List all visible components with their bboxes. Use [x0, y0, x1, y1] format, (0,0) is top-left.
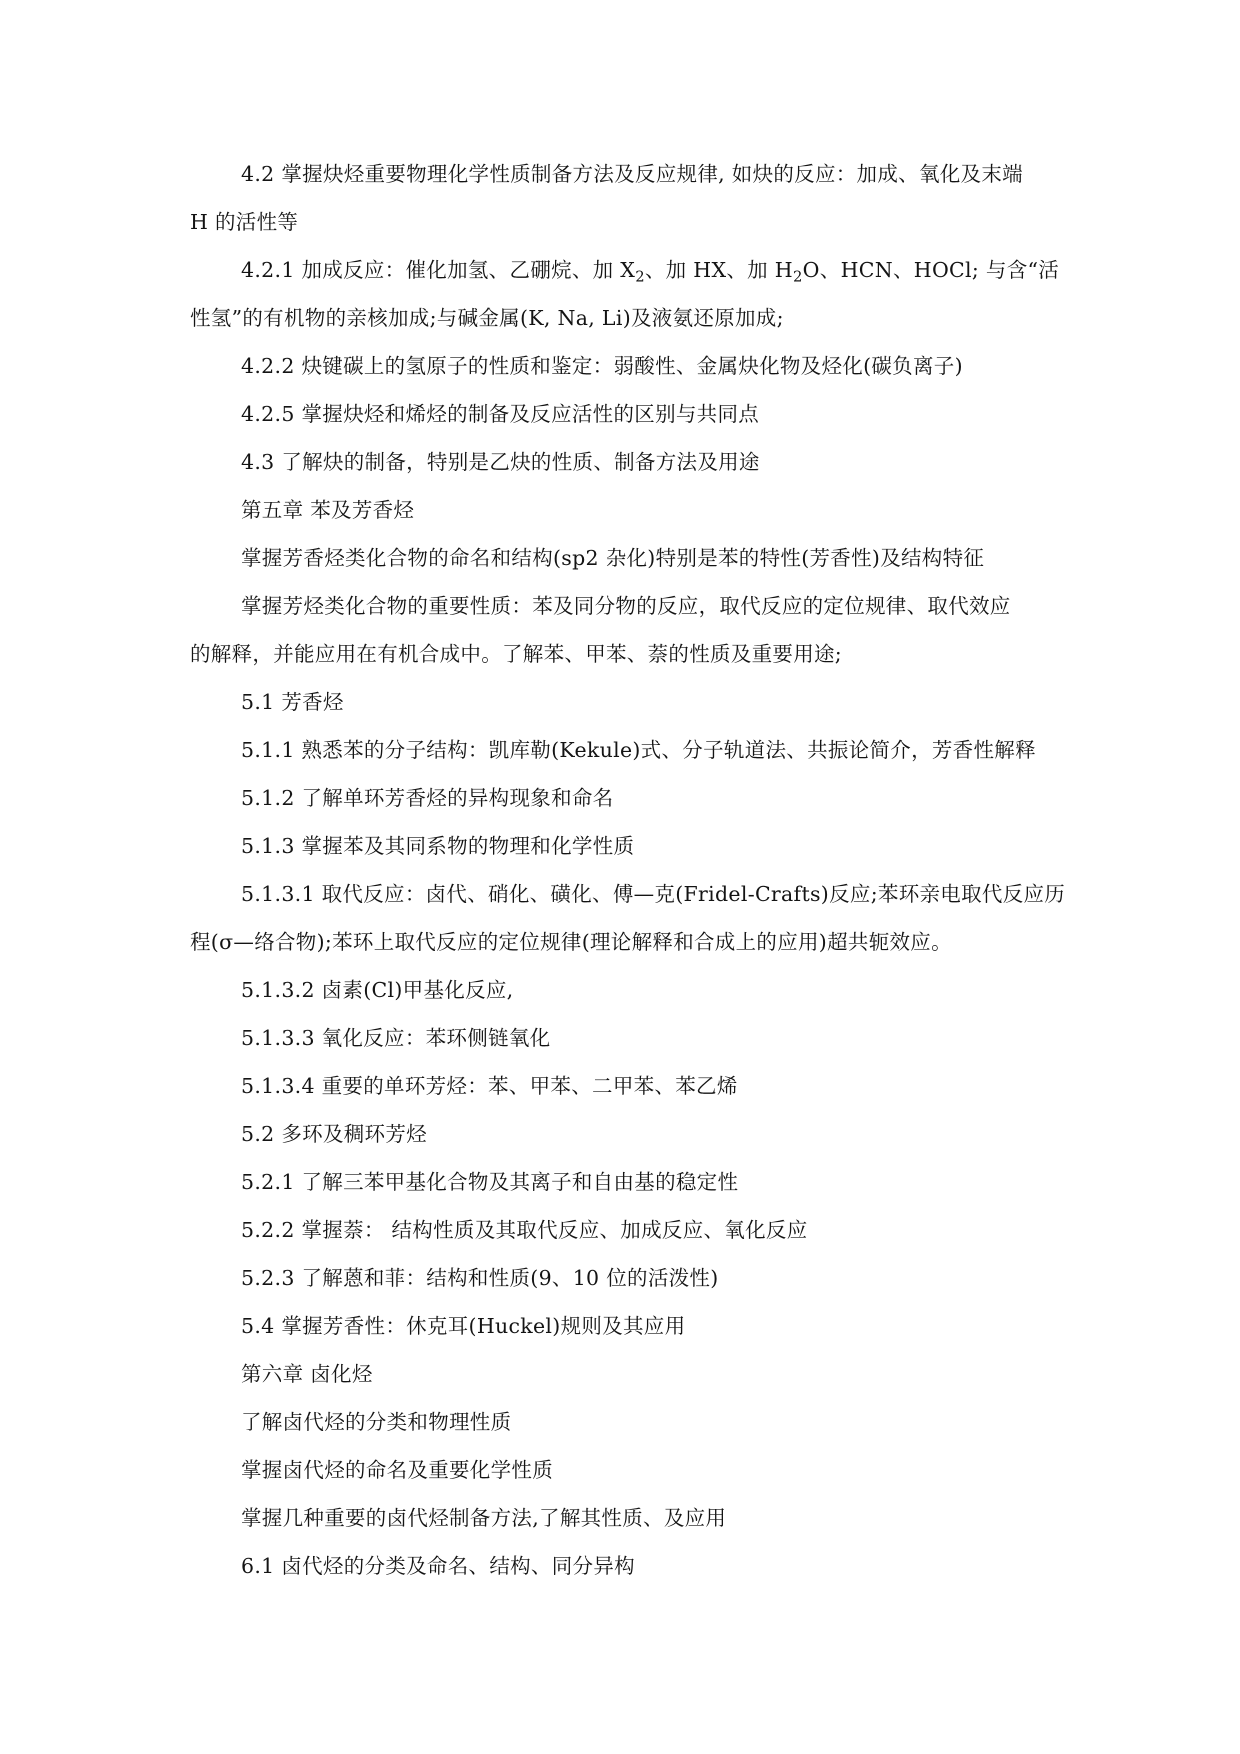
paragraph-5-1-3: 5.1.3 掌握苯及其同系物的物理和化学性质	[241, 834, 635, 858]
paragraph-4-3: 4.3 了解炔的制备，特别是乙炔的性质、制备方法及用途	[241, 450, 760, 474]
chapter-5-intro-2: 掌握芳烃类化合物的重要性质：苯及同分物的反应，取代反应的定位规律、取代效应	[241, 594, 1011, 618]
chapter-6-intro-3: 掌握几种重要的卤代烃制备方法,了解其性质、及应用	[241, 1506, 727, 1530]
paragraph-5-1-3-3: 5.1.3.3 氧化反应：苯环侧链氧化	[241, 1026, 551, 1050]
paragraph-5-2-3: 5.2.3 了解蒽和菲：结构和性质(9、10 位的活泼性)	[241, 1266, 719, 1290]
paragraph-6-1: 6.1 卤代烃的分类及命名、结构、同分异构	[241, 1554, 635, 1578]
paragraph-5-1-3-1: 5.1.3.1 取代反应：卤代、硝化、磺化、傅—克(Fridel-Crafts)反应;苯环亲电取代反应历	[241, 882, 1066, 906]
paragraph-5-1-3-1-continued: 程(σ—络合物);苯环上取代反应的定位规律(理论解释和合成上的应用)超共轭效应。	[190, 930, 952, 954]
chapter-6-heading: 第六章 卤化烃	[241, 1362, 373, 1386]
paragraph-5-1-3-4: 5.1.3.4 重要的单环芳烃：苯、甲苯、二甲苯、苯乙烯	[241, 1074, 738, 1098]
paragraph-4-2-1: 4.2.1 加成反应：催化加氢、乙硼烷、加 $X_2$、加 HX、加 $H_2O$、HCN、HOCl; 与含“活	[241, 258, 1060, 286]
paragraph-4-2-continued: H 的活性等	[190, 210, 299, 234]
chapter-5-heading: 第五章 苯及芳香烃	[241, 498, 415, 522]
paragraph-4-2-1-continued: 性氢”的有机物的亲核加成;与碱金属(K, Na, Li)及液氨还原加成;	[190, 306, 784, 330]
paragraph-4-2-2: 4.2.2 炔键碳上的氢原子的性质和鉴定：弱酸性、金属炔化物及烃化(碳负离子)	[241, 354, 963, 378]
paragraph-5-1-2: 5.1.2 了解单环芳香烃的异构现象和命名	[241, 786, 614, 810]
chapter-6-intro-2: 掌握卤代烃的命名及重要化学性质	[241, 1458, 553, 1482]
paragraph-5-1: 5.1 芳香烃	[241, 690, 344, 714]
paragraph-5-2-1: 5.2.1 了解三苯甲基化合物及其离子和自由基的稳定性	[241, 1170, 739, 1194]
paragraph-4-2: 4.2 掌握炔烃重要物理化学性质制备方法及反应规律, 如炔的反应：加成、氧化及末端	[241, 162, 1023, 186]
paragraph-5-1-3-2: 5.1.3.2 卤素(Cl)甲基化反应,	[241, 978, 514, 1002]
paragraph-5-2-2: 5.2.2 掌握萘： 结构性质及其取代反应、加成反应、氧化反应	[241, 1218, 808, 1242]
paragraph-5-1-1: 5.1.1 熟悉苯的分子结构：凯库勒(Kekule)式、分子轨道法、共振论简介，芳香性解释	[241, 738, 1036, 762]
paragraph-5-4: 5.4 掌握芳香性：休克耳(Huckel)规则及其应用	[241, 1314, 686, 1338]
paragraph-5-2: 5.2 多环及稠环芳烃	[241, 1122, 427, 1146]
paragraph-4-2-5: 4.2.5 掌握炔烃和烯烃的制备及反应活性的区别与共同点	[241, 402, 760, 426]
chapter-6-intro-1: 了解卤代烃的分类和物理性质	[241, 1410, 512, 1434]
chapter-5-intro-1: 掌握芳香烃类化合物的命名和结构(sp2 杂化)特别是苯的特性(芳香性)及结构特征	[241, 546, 985, 570]
chapter-5-intro-2-continued: 的解释，并能应用在有机合成中。了解苯、甲苯、萘的性质及重要用途;	[190, 642, 843, 666]
